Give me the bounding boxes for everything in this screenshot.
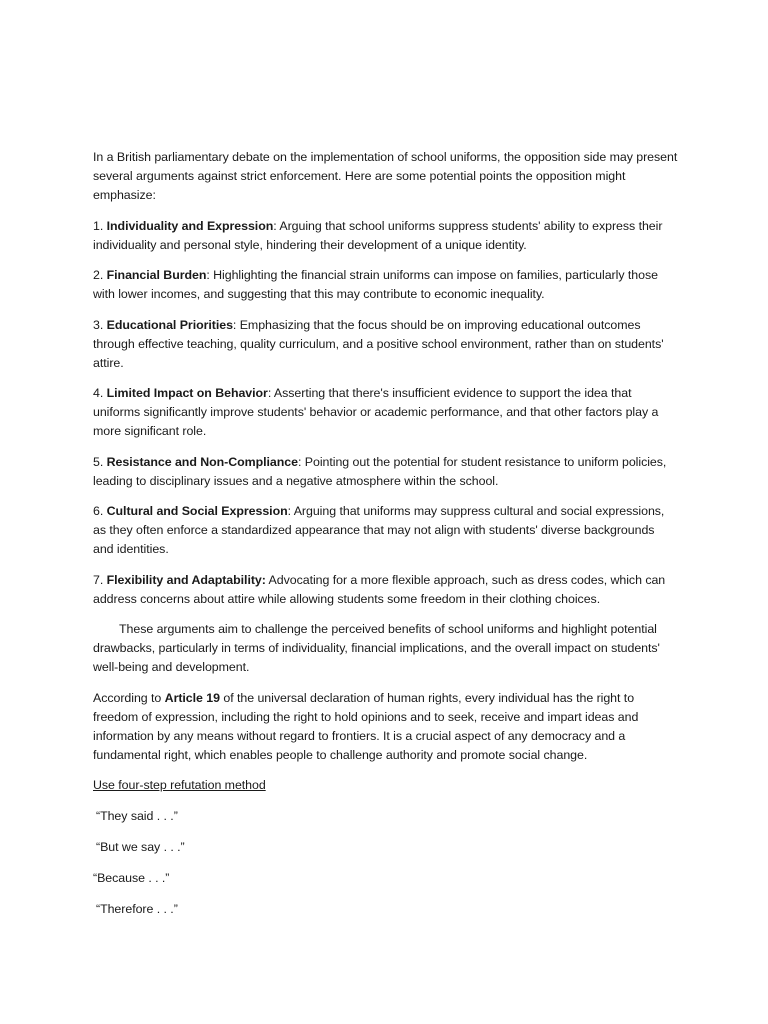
point-number: 7. bbox=[93, 572, 107, 587]
point-number: 2. bbox=[93, 268, 107, 282]
point-text: Advocating for a more flexible approach, such as dress codes, which can address concerns about attire while allowing students some freedom in their clothing choices. bbox=[93, 572, 666, 606]
point-text: : Highlighting the financial strain uniforms can impose on families, particularly those with lower incomes, and suggesting that this may contribute to economic inequality. bbox=[93, 268, 658, 301]
point-title: Cultural and Social Expression bbox=[106, 504, 288, 518]
point-title: Educational Priorities bbox=[106, 317, 233, 332]
point-3 bbox=[93, 316, 678, 373]
step-they-said: “They said . . .” bbox=[96, 808, 178, 823]
point-7 bbox=[93, 571, 678, 609]
point-number: 4. bbox=[93, 386, 107, 400]
point-title: Flexibility and Adaptability: bbox=[106, 572, 266, 587]
point-text: : Arguing that school uniforms suppress students' ability to express their individuality and personal style, hindering their development of a unique identity. bbox=[93, 218, 663, 252]
step-because: “Because . . .” bbox=[93, 870, 170, 885]
point-number: 6. bbox=[93, 504, 107, 518]
point-title: Individuality and Expression bbox=[106, 218, 274, 233]
point-number: 1. bbox=[93, 218, 107, 233]
article-reference: Article 19 bbox=[164, 690, 220, 705]
point-number: 5. bbox=[93, 454, 107, 469]
point-title: Financial Burden bbox=[106, 268, 207, 282]
step-therefore: “Therefore . . .” bbox=[96, 901, 178, 916]
article-body: of the universal declaration of human rights, every individual has the right to freedom of expression, including the right to hold opinions and to seek, receive and impart ideas and information by any means without regard to frontiers. It is a crucial aspect of any democracy and a fundamental right, which enables people to challenge authority and promote social change. bbox=[93, 690, 639, 762]
point-text: : Emphasizing that the focus should be on improving educational outcomes through effective teaching, quality curriculum, and a positive school environment, rather than on students' attire. bbox=[93, 317, 664, 370]
point-2 bbox=[93, 266, 678, 304]
point-title: Limited Impact on Behavior bbox=[106, 386, 268, 400]
article-lead: According to bbox=[93, 690, 165, 705]
point-4 bbox=[93, 384, 678, 441]
article-paragraph bbox=[93, 689, 678, 765]
point-number: 3. bbox=[93, 317, 107, 332]
point-5 bbox=[93, 453, 678, 491]
point-title: Resistance and Non-Compliance bbox=[106, 454, 298, 469]
point-1 bbox=[93, 217, 678, 255]
summary-paragraph: These arguments aim to challenge the perceived benefits of school uniforms and highlight potential drawbacks, particularly in terms of individuality, financial implications, and the overall impact on students' well-being and development. bbox=[93, 622, 660, 674]
method-heading: Use four-step refutation method bbox=[93, 778, 266, 792]
step-but-we-say: “But we say . . .” bbox=[96, 839, 185, 854]
intro-paragraph: In a British parliamentary debate on the implementation of school uniforms, the opposition side may present several arguments against strict enforcement. Here are some potential points the opposition might emphasize: bbox=[93, 150, 678, 202]
point-text: : Pointing out the potential for student resistance to uniform policies, leading to disciplinary issues and a negative atmosphere within the school. bbox=[93, 454, 667, 488]
point-text: : Arguing that uniforms may suppress cultural and social expressions, as they often enforce a standardized appearance that may not align with students' diverse backgrounds and identities. bbox=[93, 504, 665, 556]
point-6 bbox=[93, 502, 678, 559]
point-text: : Asserting that there's insufficient evidence to support the idea that uniforms significantly improve students' behavior or academic performance, and that other factors play a more significant role. bbox=[93, 386, 659, 438]
